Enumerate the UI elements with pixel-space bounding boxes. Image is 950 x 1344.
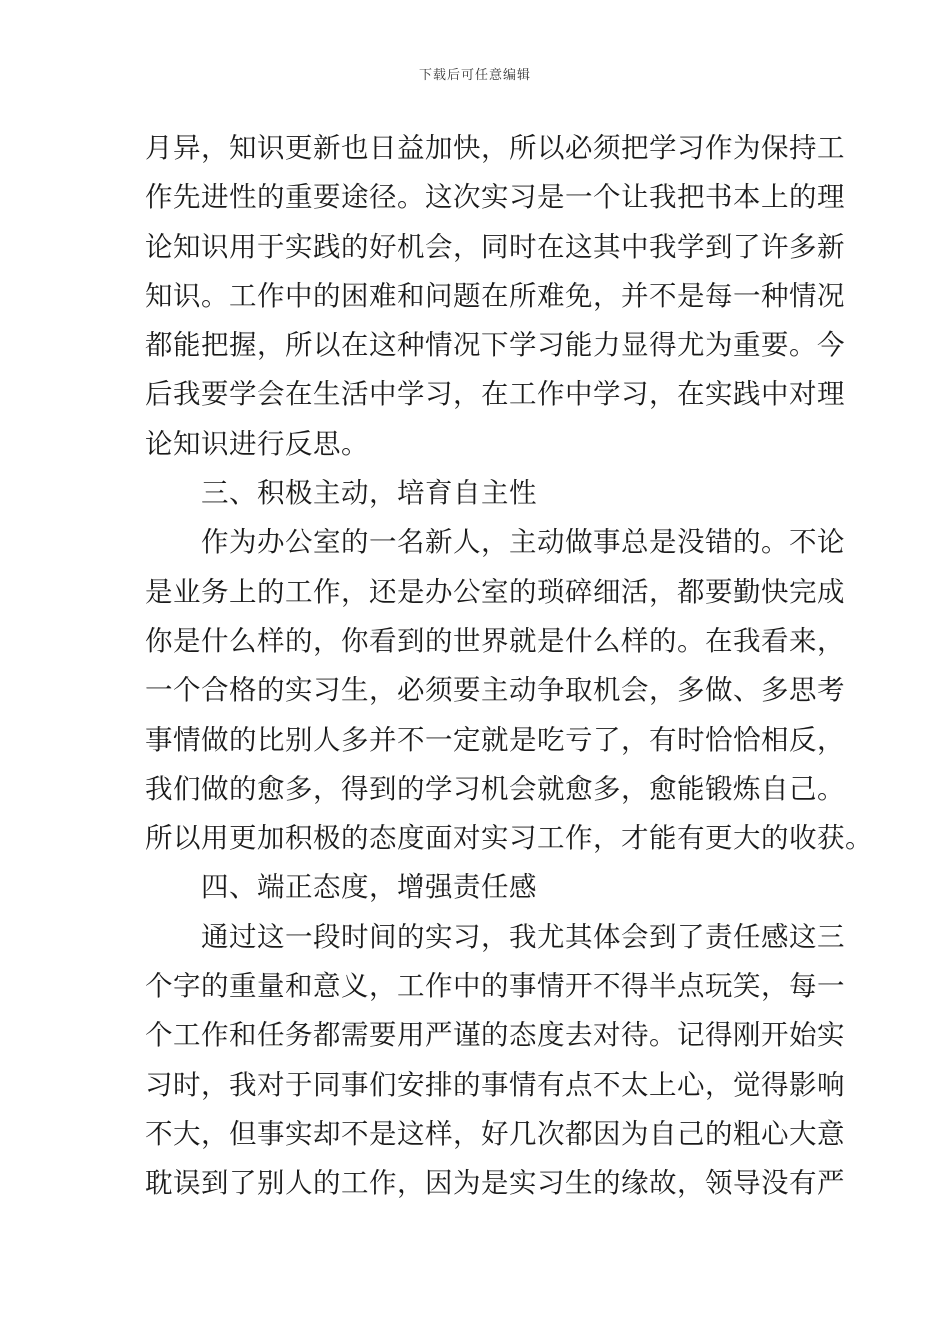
text-line: 我们做的愈多，得到的学习机会就愈多，愈能锻炼自己。	[145, 772, 845, 805]
text-line: 是业务上的工作，还是办公室的琐碎细活，都要勤快完成	[145, 575, 845, 608]
text-line: 你是什么样的，你看到的世界就是什么样的。在我看来，	[145, 624, 845, 657]
section-heading: 四、端正态度，增强责任感	[201, 871, 537, 904]
text-line: 所以用更加积极的态度面对实习工作，才能有更大的收获。	[145, 822, 873, 855]
text-line: 论知识进行反思。	[145, 427, 369, 460]
page-header: 下载后可任意编辑	[418, 68, 531, 83]
text-line: 论知识用于实践的好机会，同时在这其中我学到了许多新	[145, 230, 845, 263]
document-body	[145, 124, 873, 1209]
text-line: 通过这一段时间的实习，我尤其体会到了责任感这三	[201, 920, 845, 953]
section-heading: 三、积极主动，培育自主性	[201, 477, 537, 510]
text-line: 习时，我对于同事们安排的事情有点不太上心，觉得影响	[145, 1068, 845, 1101]
text-line: 知识。工作中的困难和问题在所难免，并不是每一种情况	[145, 279, 845, 312]
text-line: 后我要学会在生活中学习，在工作中学习，在实践中对理	[145, 378, 845, 411]
text-line: 作为办公室的一名新人，主动做事总是没错的。不论	[201, 526, 845, 559]
text-line: 个字的重量和意义，工作中的事情开不得半点玩笑，每一	[145, 970, 845, 1003]
text-line: 作先进性的重要途径。这次实习是一个让我把书本上的理	[145, 181, 845, 214]
text-line: 月异，知识更新也日益加快，所以必须把学习作为保持工	[145, 132, 845, 164]
text-line: 耽误到了别人的工作，因为是实习生的缘故，领导没有严	[145, 1167, 845, 1200]
text-line: 都能把握，所以在这种情况下学习能力显得尤为重要。今	[145, 329, 845, 362]
text-line: 不大，但事实却不是这样，好几次都因为自己的粗心大意	[145, 1117, 845, 1150]
text-line: 事情做的比别人多并不一定就是吃亏了，有时恰恰相反，	[145, 723, 845, 756]
text-line: 一个合格的实习生，必须要主动争取机会，多做、多思考	[145, 674, 845, 707]
text-line: 个工作和任务都需要用严谨的态度去对待。记得刚开始实	[145, 1019, 845, 1052]
